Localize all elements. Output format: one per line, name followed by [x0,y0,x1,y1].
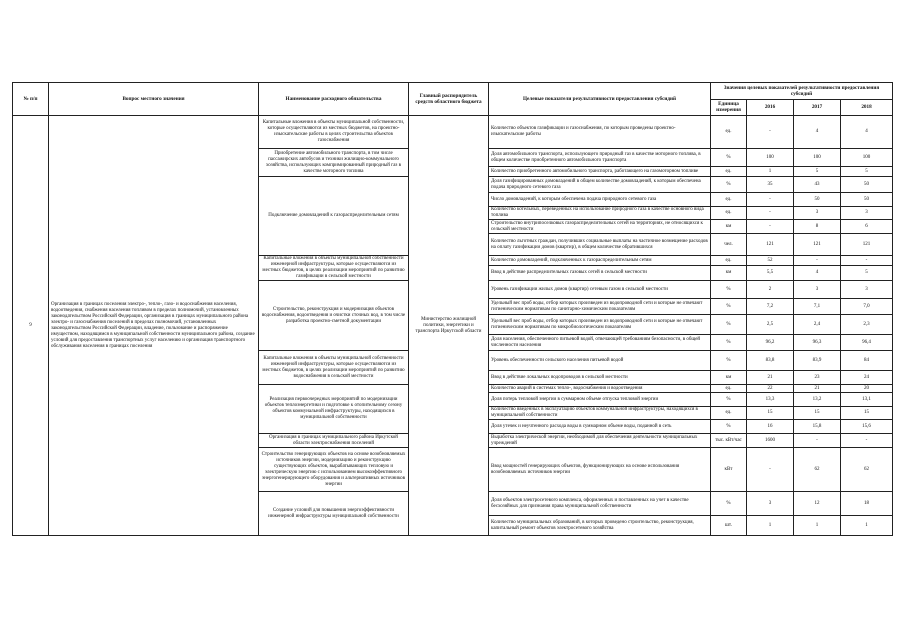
header-unit: Единица измерения [711,99,747,116]
indicator-name: Выработка электрической энергии, необходимой для обеспечения деятельности муниципальных учреждений [489,434,711,448]
indicator-name: Доля утечек и неучтенного расхода воды в суммарном объеме воды, поданной в сеть [489,420,711,434]
indicator-unit: чел. [711,234,747,256]
indicator-unit: ед. [711,256,747,266]
indicator-name: Количество приобретенного автомобильного транспорта, работающего на газомоторном топливе [489,167,711,177]
value-2018: 50 [841,177,893,193]
value-2017: 83,9 [794,351,841,371]
indicator-name: Удельный вес проб воды, отбор которых произведен из водопроводной сети и которые не отвечают гигиеническим нормативам по санитарно-химическим показателям [489,299,711,315]
value-2017: 12 [794,492,841,516]
indicator-unit: шт. [711,516,747,536]
value-2017: 8 [794,220,841,234]
header-values-group: Значения целевых показателей результативности предоставления субсидий [711,83,893,100]
value-2017: 1 [794,516,841,536]
value-2018: - [841,434,893,448]
indicator-name: Количество объектов газификации и газоснабжения, по которым проведены проектно-изыскательские работы [489,116,711,149]
header-manager: Главный распорядитель средств областного бюджета [409,83,489,116]
table-row [13,116,893,149]
value-2016: 2 [747,281,794,299]
indicator-unit: % [711,315,747,335]
value-2016: 16 [747,420,794,434]
value-2017: 7,1 [794,299,841,315]
indicator-name: Количество аварий в системах тепло-, водоснабжения и водоотведения [489,385,711,393]
value-2016: 15 [747,407,794,420]
table-body [13,116,893,536]
value-2018: 62 [841,448,893,492]
indicator-name: Количество введенных в эксплуатацию объектов коммунальной инфраструктуры, находящихся в муниципальной собственности [489,407,711,420]
local-question-text: Организация в границах поселения электро-, тепло-, газо- и водоснабжения населения, водоотведения, снабжения населения топливом в пределах полномочий, установленных законодательством Российской Федерации, организация в границах муниципального района электро- и газоснабжения поселений в пределах полномочий, установленных законодательством Российской Федерации, владение, пользование и распоряжение имуществом, находящимся в муниципальной собственности муниципального района, создание условий для предоставления транспортных услуг населению и организация транспортного обслуживания населения в границах поселения [49,116,259,536]
value-2017: 62 [794,448,841,492]
value-2016: 96,2 [747,335,794,351]
obligation-name: Создание условий для повышения энергоэффективности инженерной инфраструктуры муниципальной собственности [259,492,409,536]
header-2018: 2018 [841,99,893,116]
header-question: Вопрос местного значения [49,83,259,116]
value-2016: 3 [747,492,794,516]
value-2016: - [747,448,794,492]
indicator-unit: % [711,149,747,167]
indicator-unit: ед. [711,167,747,177]
indicator-name: Доля автомобильного транспорта, использующего природный газ в качестве моторного топлива, в общем количестве приобретенного автомобильного транспорта [489,149,711,167]
value-2018: 15,6 [841,420,893,434]
indicator-unit: % [711,351,747,371]
value-2017: - [794,256,841,266]
value-2018: 96,4 [841,335,893,351]
indicator-name: Доля объектов электросетевого комплекса, оформленных и поставленных на учет в качестве бесхозяйных для признания права муниципальной собственности [489,492,711,516]
obligation-name: Капитальные вложения в объекты муниципальной собственности инженерной инфраструктуры, которые осуществляются из местных бюджетов, в целях реализации мероприятий по развитию водоснабжения в сельской местности [259,351,409,385]
value-2018: 2,3 [841,315,893,335]
indicator-unit: % [711,177,747,193]
obligation-name: Капитальные вложения в объекты муниципальной собственности инженерной инфраструктуры, которые осуществляются из местных бюджетов, в целях реализации мероприятий по развитию газификации в сельской местности [259,256,409,281]
value-2018: 20 [841,385,893,393]
value-2017: 4 [794,116,841,149]
value-2016: 2,5 [747,315,794,335]
value-2017: 96,3 [794,335,841,351]
value-2018: 4 [841,116,893,149]
value-2018: 7,0 [841,299,893,315]
value-2017: - [794,434,841,448]
obligation-name: Строительство генерирующих объектов на основе возобновляемых источников энергии, модернизацию и реконструкцию существующих объектов, вырабатывающих тепловую и электрическую энергию с использованием высокоэффективного энергогенерирующего оборудования и альтернативных источников энергии [259,448,409,492]
indicator-unit: % [711,299,747,315]
indicator-unit: тыс. кВт/час [711,434,747,448]
indicator-unit: ед. [711,193,747,207]
indicator-unit: ед. [711,207,747,220]
value-2016: 121 [747,234,794,256]
value-2018: - [841,256,893,266]
header-2016: 2016 [747,99,794,116]
header-indicator: Целевые показатели результативности предоставления субсидий [489,83,711,116]
value-2018: 24 [841,371,893,385]
value-2017: 2,4 [794,315,841,335]
value-2016: 1600 [747,434,794,448]
value-2017: 100 [794,149,841,167]
value-2016: 5,5 [747,266,794,281]
header-obligation: Наименование расходного обязательства [259,83,409,116]
indicator-name: Количество котельных, переведенных на использование природного газа в качестве основного вида топлива [489,207,711,220]
indicator-unit: ед. [711,116,747,149]
value-2017: 5 [794,167,841,177]
value-2017: 21 [794,385,841,393]
value-2018: 84 [841,351,893,371]
indicator-unit: % [711,492,747,516]
value-2016: 52 [747,256,794,266]
value-2018: 18 [841,492,893,516]
value-2018: 13,1 [841,393,893,407]
subsidy-indicators-table [12,82,893,536]
value-2016: 7,2 [747,299,794,315]
value-2018: 100 [841,149,893,167]
value-2018: 15 [841,407,893,420]
value-2016: 1 [747,167,794,177]
value-2016: - [747,207,794,220]
header-num: № п/п [13,83,49,116]
value-2018: 50 [841,193,893,207]
value-2017: 13,2 [794,393,841,407]
indicator-name: Доля потерь тепловой энергии в суммарном объеме отпуска тепловой энергии [489,393,711,407]
indicator-unit: км [711,266,747,281]
document-table-container [12,82,892,637]
indicator-name: Количество муниципальных образований, в которых проведено строительство, реконструкция, капитальный ремонт объектов электросетевого хозяйства [489,516,711,536]
obligation-name: Организация в границах муниципального района Иркутской области электроснабжения поселений [259,434,409,448]
obligation-name: Подключение домовладений к газораспределительным сетям [259,177,409,256]
value-2016: - [747,220,794,234]
value-2016: - [747,116,794,149]
indicator-name: Доля населения, обеспеченного питьевой водой, отвечающей требованиям безопасности, в общей численности населения [489,335,711,351]
budget-manager: Министерство жилищной политики, энергетики и транспорта Иркутской области [409,116,489,536]
indicator-name: Ввод в действие локальных водопроводов в сельской местности [489,371,711,385]
value-2017: 23 [794,371,841,385]
indicator-name: Удельный вес проб воды, отбор которых произведен из водопроводной сети и которые не отвечают гигиеническим нормативам по микробиологическим показателям [489,315,711,335]
indicator-name: Количество льготных граждан, получивших социальные выплаты на частичное возмещение расходов на оплату газификации домов (квартир), в общем количестве обратившихся [489,234,711,256]
value-2017: 121 [794,234,841,256]
indicator-unit: % [711,393,747,407]
section-number: 9 [13,116,49,536]
value-2016: 13,3 [747,393,794,407]
value-2016: 22 [747,385,794,393]
value-2018: 5 [841,167,893,177]
value-2016: - [747,193,794,207]
indicator-unit: кВт [711,448,747,492]
value-2017: 43 [794,177,841,193]
value-2018: 1 [841,516,893,536]
indicator-name: Число домовладений, к которым обеспечена подача природного сетевого газа [489,193,711,207]
indicator-unit: ед. [711,407,747,420]
value-2016: 1 [747,516,794,536]
value-2017: 50 [794,193,841,207]
value-2018: 5 [841,266,893,281]
value-2017: 4 [794,266,841,281]
indicator-name: Ввод в действие распределительных газовых сетей в сельской местности [489,266,711,281]
obligation-name: Капитальные вложения в объекты муниципальной собственности, которые осуществляются из местных бюджетов, на проектно-изыскательские работы в целях строительства объектов газоснабжения [259,116,409,149]
value-2018: 121 [841,234,893,256]
indicator-name: Доля газифицированных домовладений в общем количестве домовладений, к которым обеспечена подача природного сетевого газа [489,177,711,193]
header-2017: 2017 [794,99,841,116]
indicator-unit: км [711,220,747,234]
value-2018: 3 [841,207,893,220]
value-2017: 15,8 [794,420,841,434]
value-2017: 3 [794,207,841,220]
indicator-unit: % [711,420,747,434]
indicator-name: Уровень газификации жилых домов (квартир) сетевым газом в сельской местности [489,281,711,299]
indicator-name: Ввод мощностей генерирующих объектов, функционирующих на основе использования возобновляемых источников энергии [489,448,711,492]
value-2017: 3 [794,281,841,299]
value-2016: 21 [747,371,794,385]
value-2018: 6 [841,220,893,234]
value-2016: 35 [747,177,794,193]
indicator-name: Строительство внутрипоселковых газораспределительных сетей на территориях, не относящихся к сельской местности [489,220,711,234]
indicator-unit: ед. [711,385,747,393]
indicator-unit: км [711,371,747,385]
value-2018: 3 [841,281,893,299]
value-2017: 15 [794,407,841,420]
value-2016: 83,8 [747,351,794,371]
obligation-name: Приобретение автомобильного транспорта, в том числе пассажирских автобусов и техники жилищно-коммунального хозяйства, использующих компримированный природный газ в качестве моторного топлива [259,149,409,177]
obligation-name: Строительство, реконструкция и модернизация объектов водоснабжения, водоотведения и очистки сточных вод, в том числе разработка проектно-сметной документации [259,281,409,351]
indicator-unit: % [711,281,747,299]
value-2016: 100 [747,149,794,167]
obligation-name: Реализация первоочередных мероприятий по модернизации объектов теплоэнергетики и подготовке к отопительному сезону объектов коммунальной инфраструктуры, находящихся в муниципальной собственности [259,385,409,434]
indicator-name: Количество домовладений, подключенных к газораспределительным сетям [489,256,711,266]
indicator-name: Уровень обеспеченности сельского населения питьевой водой [489,351,711,371]
indicator-unit: % [711,335,747,351]
